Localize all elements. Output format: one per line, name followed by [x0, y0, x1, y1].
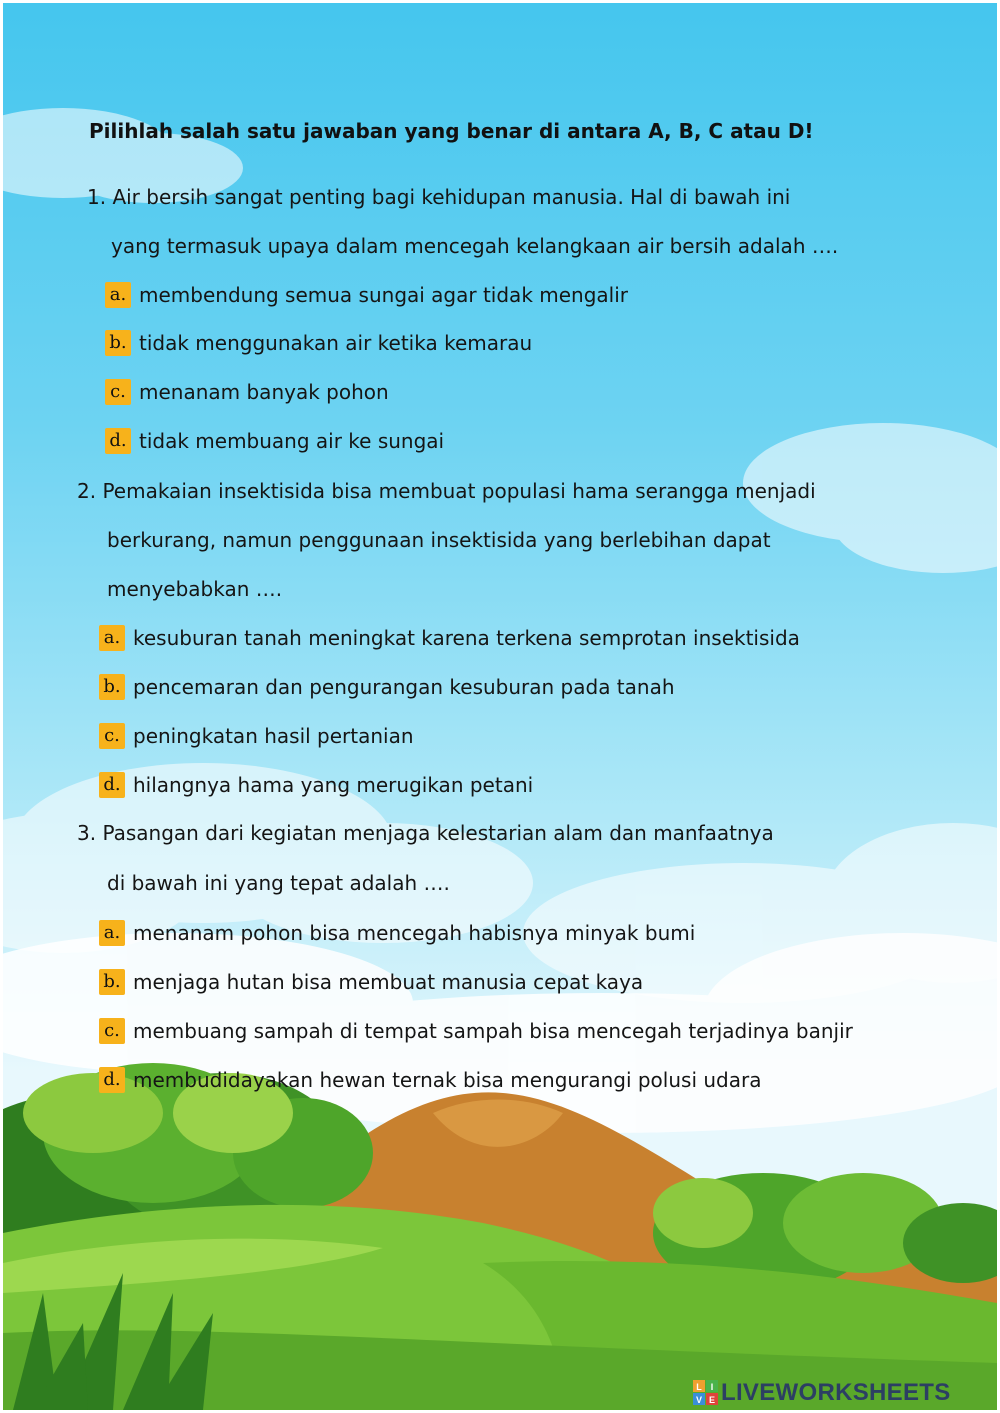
watermark-text: LIVEWORKSHEETS — [721, 1379, 951, 1406]
worksheet-page — [3, 3, 997, 1410]
option-text: tidak membuang air ke sungai — [139, 429, 445, 453]
option-text: membendung semua sungai agar tidak mengalir — [139, 283, 629, 307]
option-text: menanam pohon bisa mencegah habisnya minyak bumi — [133, 921, 696, 945]
option-text: membudidayakan hewan ternak bisa mengurangi polusi udara — [133, 1068, 762, 1092]
question-2-line-3: menyebabkan …. — [107, 577, 283, 601]
option-text: menanam banyak pohon — [139, 380, 389, 404]
question-3-line-1: 3. Pasangan dari kegiatan menjaga kelestarian alam dan manfaatnya — [77, 821, 774, 845]
option-text: hilangnya hama yang merugikan petani — [133, 773, 534, 797]
option-letter-c[interactable]: c. — [99, 1018, 125, 1044]
svg-text:L: L — [696, 1382, 702, 1392]
option-letter-a[interactable]: a. — [99, 920, 125, 946]
liveworksheets-logo-icon — [693, 1380, 719, 1406]
option-text: pencemaran dan pengurangan kesuburan pada tanah — [133, 675, 675, 699]
option-letter-a[interactable]: a. — [105, 282, 131, 308]
svg-text:E: E — [708, 1395, 716, 1405]
instruction-heading: Pilihlah salah satu jawaban yang benar di antara A, B, C atau D! — [89, 119, 814, 143]
option-text: kesuburan tanah meningkat karena terkena semprotan insektisida — [133, 626, 800, 650]
option-letter-c[interactable]: c. — [99, 723, 125, 749]
landscape-background — [3, 3, 997, 1410]
question-2-line-2: berkurang, namun penggunaan insektisida yang berlebihan dapat — [107, 528, 771, 552]
option-letter-a[interactable]: a. — [99, 625, 125, 651]
svg-text:V: V — [695, 1395, 703, 1405]
question-1-line-2: yang termasuk upaya dalam mencegah kelangkaan air bersih adalah …. — [111, 234, 839, 258]
svg-text:I: I — [710, 1382, 714, 1392]
option-letter-b[interactable]: b. — [105, 330, 131, 356]
option-text: tidak menggunakan air ketika kemarau — [139, 331, 533, 355]
question-2-line-1: 2. Pemakaian insektisida bisa membuat populasi hama serangga menjadi — [77, 479, 816, 503]
option-letter-d[interactable]: d. — [99, 1067, 125, 1093]
option-letter-b[interactable]: b. — [99, 969, 125, 995]
question-3-line-2: di bawah ini yang tepat adalah …. — [107, 871, 450, 895]
option-text: menjaga hutan bisa membuat manusia cepat kaya — [133, 970, 644, 994]
option-text: membuang sampah di tempat sampah bisa mencegah terjadinya banjir — [133, 1019, 853, 1043]
option-text: peningkatan hasil pertanian — [133, 724, 414, 748]
option-letter-c[interactable]: c. — [105, 379, 131, 405]
option-letter-d[interactable]: d. — [105, 428, 131, 454]
option-letter-d[interactable]: d. — [99, 772, 125, 798]
question-1-line-1: 1. Air bersih sangat penting bagi kehidupan manusia. Hal di bawah ini — [87, 185, 791, 209]
option-letter-b[interactable]: b. — [99, 674, 125, 700]
